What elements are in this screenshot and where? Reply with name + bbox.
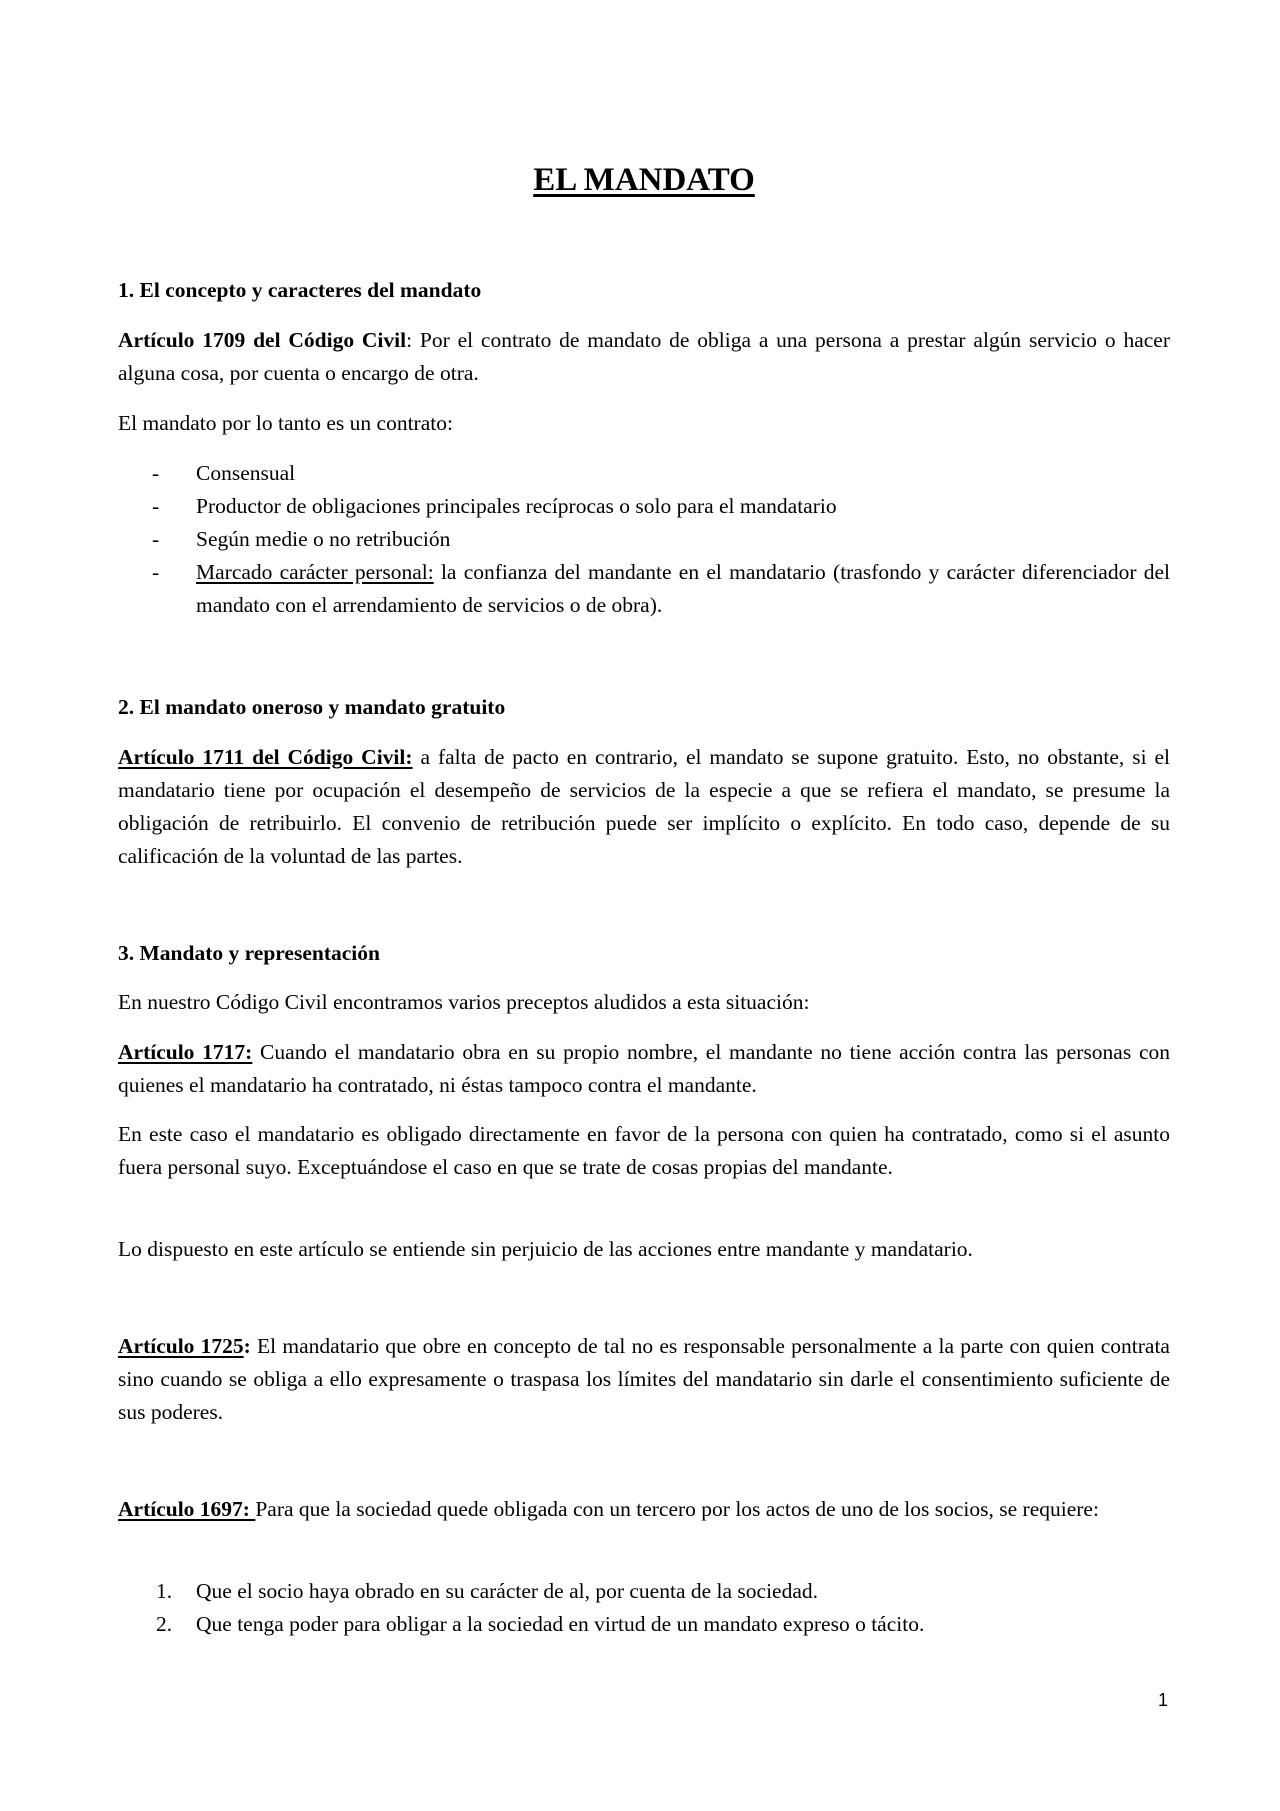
section-1-intro: El mandato por lo tanto es un contrato: — [118, 411, 453, 435]
list-marker: - — [152, 560, 160, 584]
article-1709-text: : Por el contrato de mandato de obliga a una persona a prestar algún servicio o hacer alguna cosa, por cuenta o encargo de otra. — [118, 328, 1170, 385]
article-scope-paragraph: Lo dispuesto en este artículo se entiende sin perjuicio de las acciones entre mandante y mandatario. — [118, 1237, 973, 1261]
section-1-heading: 1. El concepto y caracteres del mandato — [118, 278, 482, 302]
page-number: 1 — [1158, 1690, 1169, 1710]
list-number: 1. — [156, 1579, 173, 1603]
article-1717-paragraph — [118, 1036, 1170, 1102]
article-1697-label: Artículo 1697: — [118, 1497, 256, 1521]
list-marker: - — [152, 461, 160, 485]
list-item-text: la confianza del mandante en el mandatario (trasfondo y carácter diferenciador del mandato con el arrendamiento de servicios o de obra). — [196, 560, 1170, 617]
list-marker: - — [152, 527, 160, 551]
document-title: EL MANDATO — [533, 162, 755, 198]
mandatario-obligation-paragraph: En este caso el mandatario es obligado directamente en favor de la persona con quien ha contratado, como si el asunto fuera personal suyo. Exceptuándose el caso en que se trate de cosas propias del mandante. — [118, 1122, 1170, 1179]
list-number: 2. — [156, 1612, 173, 1636]
article-1709-paragraph — [118, 324, 1170, 390]
section-2-heading: 2. El mandato oneroso y mandato gratuito — [118, 695, 506, 719]
article-1711-paragraph — [118, 741, 1170, 873]
article-1725-colon: : — [243, 1334, 251, 1358]
list-item-text: Productor de obligaciones principales recíprocas o solo para el mandatario — [196, 494, 837, 518]
article-1697-text: Para que la sociedad quede obligada con un tercero por los actos de uno de los socios, se requiere: — [255, 1497, 1099, 1521]
list-item-text: Que el socio haya obrado en su carácter de al, por cuenta de la sociedad. — [196, 1579, 819, 1603]
requirements-list — [118, 1575, 1170, 1641]
section-3-heading: 3. Mandato y representación — [118, 941, 380, 965]
article-1709-label: Artículo 1709 del Código Civil — [118, 328, 407, 352]
list-item-text: Según medie o no retribución — [196, 527, 451, 551]
article-1717-label: Artículo 1717: — [118, 1040, 253, 1064]
section-3-intro: En nuestro Código Civil encontramos varios preceptos aludidos a esta situación: — [118, 990, 810, 1014]
article-1725-label: Artículo 1725 — [118, 1334, 244, 1358]
list-item — [118, 457, 1170, 490]
list-item — [118, 1575, 1170, 1608]
list-item-text: Que tenga poder para obligar a la sociedad en virtud de un mandato expreso o tácito. — [196, 1612, 925, 1636]
list-item — [118, 523, 1170, 556]
characteristics-list — [118, 457, 1170, 622]
list-marker: - — [152, 494, 160, 518]
list-item — [118, 490, 1170, 523]
article-1717-text: Cuando el mandatario obra en su propio nombre, el mandante no tiene acción contra las personas con quienes el mandatario ha contratado, ni éstas tampoco contra el mandante. — [118, 1040, 1170, 1097]
list-item-label: Marcado carácter personal: — [196, 560, 434, 584]
article-1725-text: El mandatario que obre en concepto de tal no es responsable personalmente a la parte con quien contrata sino cuando se obliga a ello expresamente o traspasa los límites del mandatario sin darle el consentimiento suficiente de sus poderes. — [118, 1334, 1170, 1424]
document-page — [118, 0, 1170, 1811]
article-1711-label: Artículo 1711 del Código Civil: — [118, 745, 413, 769]
article-1725-paragraph — [118, 1330, 1170, 1429]
list-item-text: Consensual — [196, 461, 296, 485]
list-item — [118, 1608, 1170, 1641]
article-1697-paragraph — [118, 1493, 1170, 1526]
article-1711-text: a falta de pacto en contrario, el mandato se supone gratuito. Esto, no obstante, si el mandatario tiene por ocupación el desempeño de servicios de la especie a que se refiera el mandato, se presume la obligación de retribuirlo. El convenio de retribución puede ser implícito o explícito. En todo caso, depende de su calificación de la voluntad de las partes. — [118, 745, 1170, 868]
list-item — [118, 556, 1170, 622]
